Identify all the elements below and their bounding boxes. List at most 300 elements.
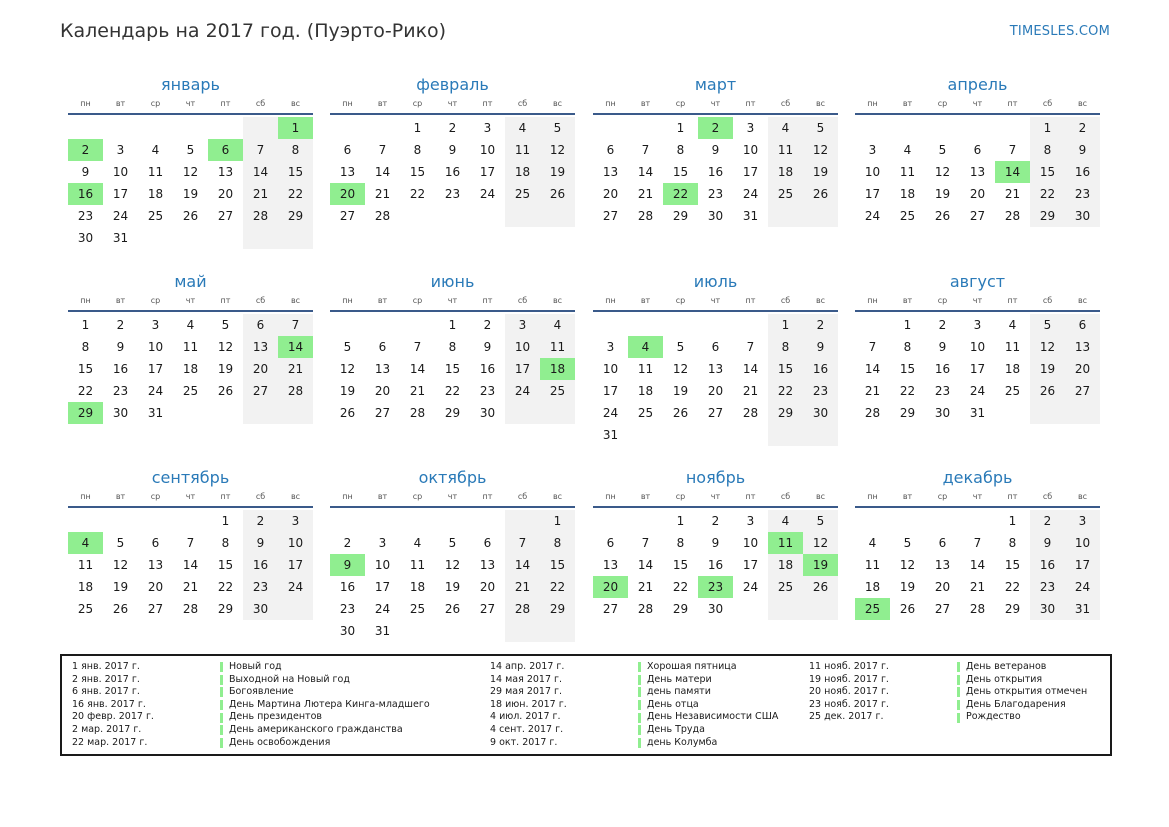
day-cell: 24 xyxy=(602,406,619,420)
weekday-label: вс xyxy=(815,99,826,108)
day-cell: 30 xyxy=(707,209,724,223)
day-cell: 13 xyxy=(602,558,619,572)
legend-item xyxy=(490,724,877,737)
day-cell: 11 xyxy=(505,139,540,161)
holiday-date: 23 нояб. 2017 г. xyxy=(809,698,889,710)
legend-item xyxy=(72,699,459,712)
day-cell: 27 xyxy=(479,602,496,616)
month-divider xyxy=(68,310,313,312)
day-cell: 3 xyxy=(973,318,982,332)
day-cell: 16 xyxy=(803,358,838,380)
empty-cell xyxy=(365,314,400,336)
empty-cell xyxy=(435,510,470,532)
empty-cell xyxy=(400,205,435,227)
day-cell: 26 xyxy=(803,576,838,598)
day-cell: 14 xyxy=(969,558,986,572)
day-cell: 26 xyxy=(182,209,199,223)
day-cell: 22 xyxy=(540,576,575,598)
holiday-marker xyxy=(957,687,960,697)
holiday-name: Богоявление xyxy=(229,686,294,698)
day-cell: 9 xyxy=(1065,139,1100,161)
weekday-label: ср xyxy=(150,492,161,501)
weekday-label: вт xyxy=(377,99,388,108)
day-cell: 3 xyxy=(746,121,755,135)
weekday-label: вс xyxy=(552,99,563,108)
holiday-name: День освобождения xyxy=(229,736,331,748)
day-cell: 4 xyxy=(505,117,540,139)
empty-cell xyxy=(960,510,995,532)
holiday-name: День ветеранов xyxy=(966,661,1047,672)
weekday-label: пн xyxy=(80,492,91,501)
legend-item xyxy=(72,661,459,674)
day-cell: 21 xyxy=(1004,187,1021,201)
holiday-name: День Благодарения xyxy=(966,698,1066,710)
day-cell: 25 xyxy=(899,209,916,223)
day-cell: 28 xyxy=(969,602,986,616)
day-cell: 15 xyxy=(409,165,426,179)
month-9 xyxy=(68,467,313,620)
weekday-label: ср xyxy=(412,492,423,501)
day-cell: 31 xyxy=(112,231,129,245)
day-cell: 10 xyxy=(112,165,129,179)
legend-item xyxy=(490,737,877,750)
day-cell: 4 xyxy=(151,143,160,157)
weekday-label: вт xyxy=(902,296,913,305)
day-cell: 27 xyxy=(374,406,391,420)
day-cell: 25 xyxy=(182,384,199,398)
month-name: апрель xyxy=(947,75,1008,94)
day-cell: 4 xyxy=(868,536,877,550)
weekday-label: сб xyxy=(517,296,528,305)
empty-cell xyxy=(1030,402,1065,424)
day-cell: 7 xyxy=(1008,143,1017,157)
day-cell: 8 xyxy=(676,143,685,157)
empty-cell xyxy=(103,510,138,532)
day-cell: 7 xyxy=(868,340,877,354)
empty-cell xyxy=(330,117,365,139)
day-cell: 22 xyxy=(1030,183,1065,205)
empty-cell xyxy=(208,227,243,249)
empty-cell xyxy=(505,205,540,227)
empty-cell xyxy=(593,314,628,336)
brand-link[interactable]: TIMESLES.COM xyxy=(1009,24,1110,39)
day-cell: 11 xyxy=(540,336,575,358)
empty-cell xyxy=(855,314,890,336)
day-cell: 29 xyxy=(68,402,103,424)
day-grid xyxy=(855,510,1100,620)
day-cell: 12 xyxy=(182,165,199,179)
legend-item xyxy=(72,724,459,737)
day-cell: 7 xyxy=(505,532,540,554)
day-cell: 26 xyxy=(217,384,234,398)
day-cell: 25 xyxy=(409,602,426,616)
holiday-name: День Независимости США xyxy=(647,711,779,723)
page-title: Календарь на 2017 год. (Пуэрто-Рико) xyxy=(60,20,447,42)
empty-cell xyxy=(103,117,138,139)
weekday-label: сб xyxy=(517,99,528,108)
day-cell: 20 xyxy=(602,187,619,201)
day-cell: 15 xyxy=(672,165,689,179)
day-cell: 19 xyxy=(182,187,199,201)
weekday-label: ср xyxy=(937,99,948,108)
empty-cell xyxy=(540,205,575,227)
day-cell: 17 xyxy=(742,558,759,572)
day-cell: 1 xyxy=(278,117,313,139)
day-cell: 24 xyxy=(505,380,540,402)
day-cell: 13 xyxy=(217,165,234,179)
empty-cell xyxy=(628,510,663,532)
month-name: март xyxy=(694,75,737,94)
day-cell: 5 xyxy=(343,340,352,354)
day-cell: 7 xyxy=(641,143,650,157)
weekday-label: сб xyxy=(517,492,528,501)
day-cell: 27 xyxy=(602,209,619,223)
day-cell: 8 xyxy=(1030,139,1065,161)
day-cell: 24 xyxy=(479,187,496,201)
day-cell: 18 xyxy=(505,161,540,183)
day-cell: 9 xyxy=(448,143,457,157)
legend-item xyxy=(809,674,1169,687)
empty-cell xyxy=(173,117,208,139)
weekday-label: вс xyxy=(552,492,563,501)
empty-cell xyxy=(505,402,540,424)
day-cell: 31 xyxy=(602,428,619,442)
day-cell: 15 xyxy=(1030,161,1065,183)
day-cell: 23 xyxy=(112,384,129,398)
day-cell: 27 xyxy=(243,380,278,402)
weekday-header xyxy=(330,491,575,503)
weekday-header xyxy=(855,295,1100,307)
day-cell: 17 xyxy=(278,554,313,576)
day-cell: 29 xyxy=(899,406,916,420)
day-cell: 24 xyxy=(742,187,759,201)
day-cell: 18 xyxy=(147,187,164,201)
empty-cell xyxy=(330,510,365,532)
day-cell: 7 xyxy=(413,340,422,354)
day-cell: 14 xyxy=(637,165,654,179)
day-cell: 5 xyxy=(1030,314,1065,336)
holiday-marker xyxy=(638,725,641,735)
day-cell: 3 xyxy=(1065,510,1100,532)
month-divider xyxy=(68,113,313,115)
day-cell: 12 xyxy=(217,340,234,354)
month-divider xyxy=(855,506,1100,508)
day-cell: 25 xyxy=(540,380,575,402)
day-cell: 29 xyxy=(1030,205,1065,227)
day-cell: 23 xyxy=(1065,183,1100,205)
day-cell: 24 xyxy=(969,384,986,398)
day-cell: 24 xyxy=(147,384,164,398)
day-cell: 16 xyxy=(68,183,103,205)
day-cell: 9 xyxy=(81,165,90,179)
day-cell: 11 xyxy=(77,558,94,572)
empty-cell xyxy=(593,117,628,139)
day-cell: 21 xyxy=(864,384,881,398)
empty-cell xyxy=(208,117,243,139)
weekday-label: вт xyxy=(902,99,913,108)
day-cell: 1 xyxy=(768,314,803,336)
holiday-name: Новый год xyxy=(229,661,282,672)
month-12 xyxy=(855,467,1100,620)
holiday-marker xyxy=(220,687,223,697)
month-divider xyxy=(330,310,575,312)
day-cell: 31 xyxy=(742,209,759,223)
month-name: июль xyxy=(693,272,738,291)
day-cell: 13 xyxy=(147,558,164,572)
day-cell: 2 xyxy=(803,314,838,336)
day-cell: 21 xyxy=(278,358,313,380)
day-cell: 8 xyxy=(81,340,90,354)
day-cell: 30 xyxy=(77,231,94,245)
day-cell: 2 xyxy=(68,139,103,161)
day-cell: 29 xyxy=(278,205,313,227)
weekday-header xyxy=(330,295,575,307)
weekday-label: пт xyxy=(482,492,493,501)
day-cell: 1 xyxy=(540,510,575,532)
day-cell: 20 xyxy=(934,580,951,594)
weekday-label: сб xyxy=(1042,296,1053,305)
weekday-header xyxy=(68,98,313,110)
holiday-marker xyxy=(957,675,960,685)
day-grid xyxy=(68,314,313,424)
day-cell: 23 xyxy=(934,384,951,398)
day-cell: 15 xyxy=(540,554,575,576)
day-cell: 9 xyxy=(711,536,720,550)
empty-cell xyxy=(733,598,768,620)
day-cell: 1 xyxy=(676,514,685,528)
month-name: январь xyxy=(161,75,220,94)
weekday-label: чт xyxy=(710,99,721,108)
day-cell: 10 xyxy=(864,165,881,179)
day-cell: 20 xyxy=(147,580,164,594)
day-cell: 9 xyxy=(483,340,492,354)
day-cell: 9 xyxy=(938,340,947,354)
weekday-label: чт xyxy=(710,296,721,305)
empty-cell xyxy=(470,620,505,642)
day-cell: 17 xyxy=(505,358,540,380)
day-cell: 15 xyxy=(1004,558,1021,572)
day-cell: 17 xyxy=(742,165,759,179)
weekday-label: пт xyxy=(1007,296,1018,305)
weekday-label: пн xyxy=(342,296,353,305)
holiday-date: 25 дек. 2017 г. xyxy=(809,711,884,723)
holiday-name: День матери xyxy=(647,673,712,685)
day-cell: 26 xyxy=(803,183,838,205)
empty-cell xyxy=(243,227,278,249)
empty-cell xyxy=(278,598,313,620)
weekday-label: пн xyxy=(867,492,878,501)
weekday-label: пт xyxy=(482,296,493,305)
empty-cell xyxy=(138,227,173,249)
day-cell: 24 xyxy=(112,209,129,223)
month-5 xyxy=(68,271,313,424)
day-cell: 18 xyxy=(864,580,881,594)
day-cell: 30 xyxy=(339,624,356,638)
day-cell: 26 xyxy=(934,209,951,223)
day-cell: 11 xyxy=(182,340,199,354)
day-cell: 6 xyxy=(483,536,492,550)
month-divider xyxy=(855,113,1100,115)
day-cell: 17 xyxy=(1065,554,1100,576)
month-6 xyxy=(330,271,575,424)
day-cell: 8 xyxy=(768,336,803,358)
day-cell: 23 xyxy=(77,209,94,223)
day-cell: 22 xyxy=(278,183,313,205)
day-cell: 26 xyxy=(1030,380,1065,402)
day-cell: 28 xyxy=(182,602,199,616)
day-cell: 29 xyxy=(540,598,575,620)
day-cell: 18 xyxy=(409,580,426,594)
weekday-label: ср xyxy=(937,492,948,501)
day-cell: 19 xyxy=(339,384,356,398)
day-cell: 19 xyxy=(803,554,838,576)
day-cell: 24 xyxy=(1065,576,1100,598)
day-cell: 3 xyxy=(151,318,160,332)
day-cell: 26 xyxy=(339,406,356,420)
weekday-label: чт xyxy=(447,99,458,108)
empty-cell xyxy=(365,117,400,139)
day-cell: 20 xyxy=(969,187,986,201)
day-cell: 25 xyxy=(77,602,94,616)
day-cell: 11 xyxy=(147,165,164,179)
day-cell: 27 xyxy=(602,602,619,616)
day-cell: 13 xyxy=(339,165,356,179)
month-3 xyxy=(593,74,838,227)
day-cell: 16 xyxy=(243,554,278,576)
month-name: февраль xyxy=(416,75,489,94)
day-cell: 15 xyxy=(768,358,803,380)
day-cell: 12 xyxy=(899,558,916,572)
day-cell: 10 xyxy=(742,536,759,550)
weekday-label: вт xyxy=(115,99,126,108)
day-cell: 29 xyxy=(217,602,234,616)
empty-cell xyxy=(400,510,435,532)
weekday-label: пн xyxy=(605,99,616,108)
day-cell: 19 xyxy=(672,384,689,398)
day-cell: 28 xyxy=(1004,209,1021,223)
holiday-date: 1 янв. 2017 г. xyxy=(72,661,140,672)
weekday-label: вс xyxy=(290,492,301,501)
weekday-label: сб xyxy=(255,99,266,108)
day-cell: 15 xyxy=(278,161,313,183)
day-cell: 23 xyxy=(803,380,838,402)
day-cell: 11 xyxy=(1004,340,1021,354)
weekday-label: вс xyxy=(290,296,301,305)
empty-cell xyxy=(960,117,995,139)
weekday-label: сб xyxy=(255,296,266,305)
day-cell: 16 xyxy=(934,362,951,376)
holiday-marker xyxy=(220,713,223,723)
day-cell: 22 xyxy=(1004,580,1021,594)
weekday-header xyxy=(68,491,313,503)
day-cell: 27 xyxy=(707,406,724,420)
holiday-marker xyxy=(638,662,641,672)
holiday-date: 2 янв. 2017 г. xyxy=(72,673,140,685)
day-cell: 23 xyxy=(243,576,278,598)
weekday-label: вс xyxy=(815,296,826,305)
holiday-name: День отца xyxy=(647,698,699,710)
day-grid xyxy=(68,510,313,620)
day-cell: 12 xyxy=(444,558,461,572)
day-cell: 6 xyxy=(243,314,278,336)
day-cell: 7 xyxy=(973,536,982,550)
day-cell: 23 xyxy=(444,187,461,201)
day-cell: 9 xyxy=(803,336,838,358)
day-cell: 31 xyxy=(969,406,986,420)
weekday-label: вт xyxy=(640,296,651,305)
empty-cell xyxy=(400,314,435,336)
day-cell: 21 xyxy=(409,384,426,398)
month-7 xyxy=(593,271,838,446)
day-cell: 11 xyxy=(864,558,881,572)
day-cell: 17 xyxy=(112,187,129,201)
weekday-label: вт xyxy=(115,296,126,305)
day-cell: 4 xyxy=(540,314,575,336)
day-cell: 9 xyxy=(330,554,365,576)
empty-cell xyxy=(173,227,208,249)
day-cell: 15 xyxy=(77,362,94,376)
day-cell: 17 xyxy=(147,362,164,376)
day-cell: 2 xyxy=(483,318,492,332)
day-cell: 26 xyxy=(672,406,689,420)
day-cell: 5 xyxy=(676,340,685,354)
day-cell: 20 xyxy=(593,576,628,598)
empty-cell xyxy=(855,117,890,139)
legend-item xyxy=(72,674,459,687)
day-cell: 1 xyxy=(413,121,422,135)
day-cell: 17 xyxy=(479,165,496,179)
day-cell: 26 xyxy=(899,602,916,616)
day-cell: 16 xyxy=(444,165,461,179)
day-cell: 17 xyxy=(602,384,619,398)
day-cell: 14 xyxy=(742,362,759,376)
day-cell: 8 xyxy=(903,340,912,354)
empty-cell xyxy=(803,205,838,227)
day-cell: 21 xyxy=(969,580,986,594)
day-cell: 19 xyxy=(934,187,951,201)
day-cell: 2 xyxy=(448,121,457,135)
day-cell: 2 xyxy=(1065,117,1100,139)
day-cell: 28 xyxy=(278,380,313,402)
day-cell: 3 xyxy=(606,340,615,354)
day-cell: 23 xyxy=(1030,576,1065,598)
day-cell: 31 xyxy=(374,624,391,638)
weekday-label: ср xyxy=(937,296,948,305)
day-cell: 6 xyxy=(606,143,615,157)
empty-cell xyxy=(540,402,575,424)
empty-cell xyxy=(663,424,698,446)
day-cell: 25 xyxy=(768,576,803,598)
day-cell: 1 xyxy=(81,318,90,332)
empty-cell xyxy=(855,510,890,532)
weekday-label: пт xyxy=(745,99,756,108)
holiday-date: 18 июн. 2017 г. xyxy=(490,698,567,710)
weekday-label: пн xyxy=(867,296,878,305)
weekday-label: пт xyxy=(220,99,231,108)
day-cell: 28 xyxy=(243,205,278,227)
day-cell: 20 xyxy=(707,384,724,398)
day-cell: 17 xyxy=(969,362,986,376)
day-cell: 19 xyxy=(540,161,575,183)
day-cell: 8 xyxy=(221,536,230,550)
weekday-label: вс xyxy=(1077,296,1088,305)
day-cell: 22 xyxy=(663,183,698,205)
day-cell: 5 xyxy=(803,117,838,139)
day-grid xyxy=(593,314,838,446)
day-cell: 23 xyxy=(479,384,496,398)
day-cell: 27 xyxy=(934,602,951,616)
day-cell: 6 xyxy=(378,340,387,354)
